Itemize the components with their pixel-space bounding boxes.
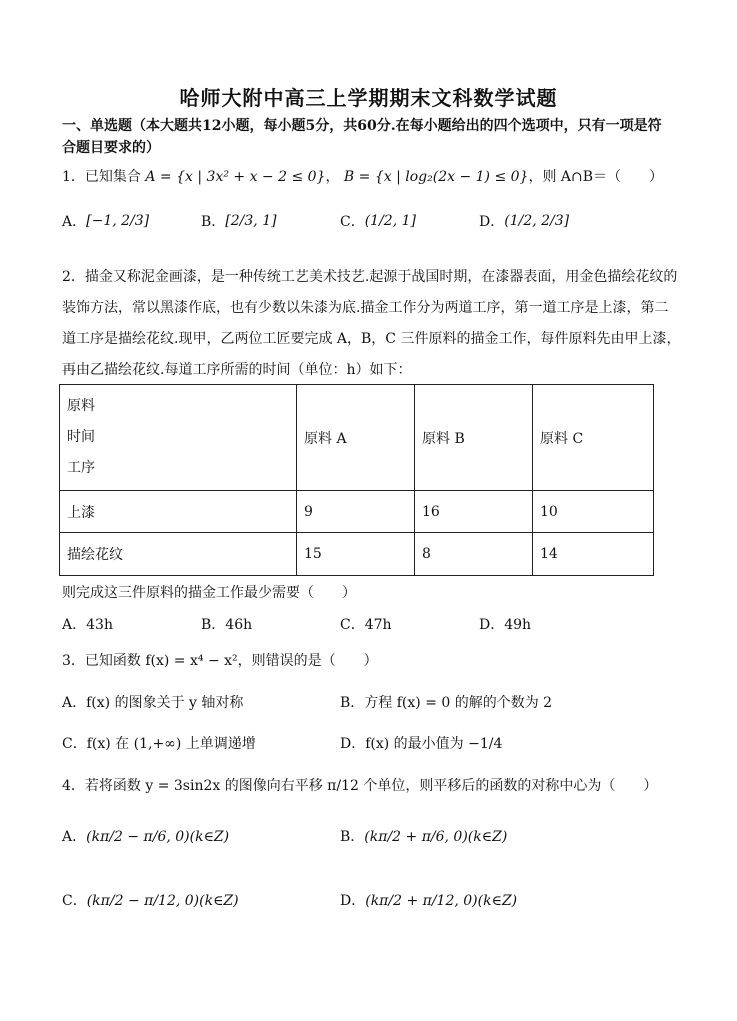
q2-line-2: 装饰方法，常以黑漆作底，也有少数以朱漆为底.描金工作分为两道工序，第一道工序是上漆，第二	[62, 300, 669, 316]
table-cell: 8	[415, 533, 533, 576]
q1-option-c-text: (1/2, 1]	[364, 213, 416, 229]
table-row	[60, 491, 654, 533]
table-row-label: 上漆	[60, 491, 297, 533]
q2-option-c[interactable]: C．47h	[340, 617, 392, 633]
table-cell: 14	[533, 533, 654, 576]
question-1-stem: 1．已知集合 A = {x | 3x² + x − 2 ≤ 0}， B = {x | log₂(2x − 1) ≤ 0}，则 A∩B＝（ ）	[62, 169, 664, 185]
table-row	[60, 533, 654, 576]
q3-option-a[interactable]: A．f(x) 的图象关于 y 轴对称	[62, 695, 244, 711]
table-cell: 16	[415, 491, 533, 533]
table-cell: 9	[297, 491, 415, 533]
table-row-label: 描绘花纹	[60, 533, 297, 576]
q1-option-b-text: [2/3, 1]	[225, 213, 277, 229]
q4-option-b[interactable]: B．(kπ/2 + π/6, 0)(k∈Z)	[340, 829, 508, 845]
section-header-line1: 一、单选题（本大题共12小题，每小题5分，共60分.在每小题给出的四个选项中，只有一项是符	[62, 118, 662, 134]
q2-time-table	[59, 384, 654, 576]
page-title: 哈师大附中高三上学期期末文科数学试题	[179, 86, 558, 110]
q4-option-d[interactable]: D．(kπ/2 + π/12, 0)(k∈Z)	[340, 893, 518, 909]
q4-option-c[interactable]: C．(kπ/2 − π/12, 0)(k∈Z)	[62, 893, 239, 909]
q2-line-1: 2．描金又称泥金画漆，是一种传统工艺美术技艺.起源于战国时期，在漆器表面，用金色描绘花纹的	[62, 269, 678, 285]
q2-line-3: 道工序是描绘花纹.现甲，乙两位工匠要完成 A，B，C 三件原料的描金工作，每件原料先由甲上漆，	[62, 331, 681, 347]
q1-option-c[interactable]: C． (1/2, 1]	[340, 213, 416, 230]
table-cell: 10	[533, 491, 654, 533]
table-header-a: 原料 A	[297, 385, 415, 491]
table-header-c: 原料 C	[533, 385, 654, 491]
q2-question: 则完成这三件原料的描金工作最少需要（ ）	[62, 585, 356, 601]
q2-line-4: 再由乙描绘花纹.每道工序所需的时间（单位：h）如下：	[62, 362, 412, 378]
table-corner-cell: 原料 时间 工序	[60, 385, 297, 491]
q1-option-b[interactable]: B． [2/3, 1]	[201, 213, 277, 230]
q2-option-b[interactable]: B．46h	[201, 617, 253, 633]
q2-option-a[interactable]: A．43h	[62, 617, 113, 633]
q1-option-a-text: [−1, 2/3]	[86, 213, 150, 229]
table-cell: 15	[297, 533, 415, 576]
q1-option-a[interactable]: A． [−1, 2/3]	[62, 213, 150, 230]
q4-option-a[interactable]: A．(kπ/2 − π/6, 0)(k∈Z)	[62, 829, 230, 845]
section-header-line2: 合题目要求的）	[62, 140, 160, 156]
q4-stem: 4．若将函数 y = 3sin2x 的图像向右平移 π/12 个单位，则平移后的函数的对称中心为（ ）	[62, 778, 658, 794]
q1-tail: ，则 A∩B＝（ ）	[528, 169, 664, 185]
q1-set-a: A = {x | 3x² + x − 2 ≤ 0}	[145, 169, 326, 185]
q3-stem: 3．已知函数 f(x) = x⁴ − x²，则错误的是（ ）	[62, 653, 378, 669]
table-header-b: 原料 B	[415, 385, 533, 491]
q3-option-c[interactable]: C．f(x) 在 (1,+∞) 上单调递增	[62, 736, 256, 752]
q1-number: 1．已知集合	[62, 169, 141, 185]
q1-option-d[interactable]: D． (1/2, 2/3]	[479, 213, 570, 230]
q3-option-b[interactable]: B．方程 f(x) = 0 的解的个数为 2	[340, 695, 553, 711]
q3-option-d[interactable]: D．f(x) 的最小值为 −1/4	[340, 736, 503, 752]
q1-option-d-text: (1/2, 2/3]	[504, 213, 570, 229]
q1-set-b: B = {x | log₂(2x − 1) ≤ 0}	[343, 169, 529, 185]
q2-option-d[interactable]: D．49h	[479, 617, 532, 633]
